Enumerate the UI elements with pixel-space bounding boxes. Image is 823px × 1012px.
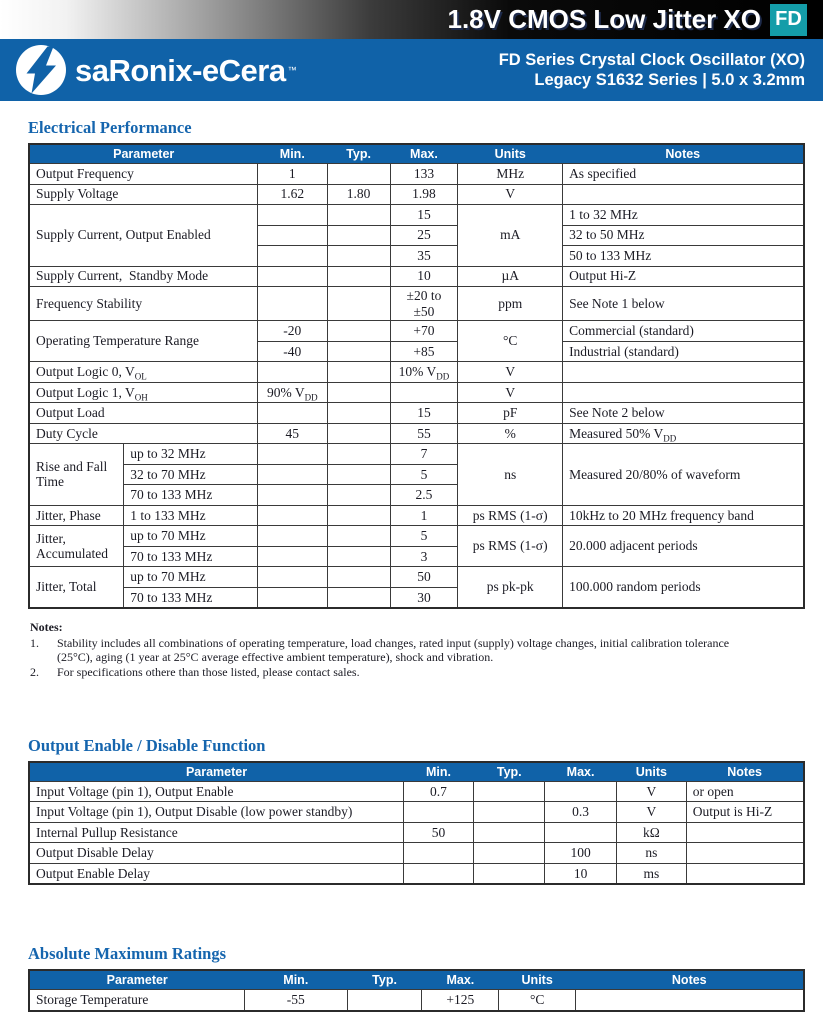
column-header: Units — [499, 970, 576, 990]
column-header: Typ. — [474, 762, 545, 782]
table-cell: 133 — [390, 164, 458, 185]
table-cell: Input Voltage (pin 1), Output Disable (low power standby) — [29, 802, 403, 823]
table-cell: Duty Cycle — [29, 423, 257, 444]
table-cell: -20 — [257, 321, 327, 342]
section-absolute-maximum-ratings — [28, 885, 805, 1012]
table-cell: 50 — [403, 822, 474, 843]
table-cell — [474, 822, 545, 843]
table-cell: Jitter, Accumulated — [29, 526, 124, 567]
table-cell: See Note 1 below — [563, 287, 804, 321]
table-cell — [327, 225, 390, 246]
table-cell — [474, 781, 545, 802]
table-cell — [257, 587, 327, 608]
table-cell — [257, 546, 327, 567]
section-title-absolute-max: Absolute Maximum Ratings — [28, 944, 227, 964]
table-cell — [257, 505, 327, 526]
table-cell — [257, 464, 327, 485]
note-item — [30, 636, 805, 665]
table-cell: ps pk-pk — [458, 567, 563, 609]
table-cell — [327, 321, 390, 342]
table-cell — [257, 485, 327, 506]
table-cell: 50 — [390, 567, 458, 588]
table-cell: 32 to 50 MHz — [563, 225, 804, 246]
column-header: Max. — [545, 762, 617, 782]
table-cell: 10kHz to 20 MHz frequency band — [563, 505, 804, 526]
table-cell — [257, 266, 327, 287]
table-cell — [257, 246, 327, 267]
table-cell — [257, 444, 327, 465]
table-cell: % — [458, 423, 563, 444]
table-cell — [563, 184, 804, 205]
table-cell: 5 — [390, 526, 458, 547]
table-cell: 1 to 133 MHz — [124, 505, 258, 526]
table-cell: Measured 20/80% of waveform — [563, 444, 804, 506]
absolute-maximum-ratings-table — [28, 969, 805, 1012]
table-cell: Supply Current, Output Enabled — [29, 205, 257, 267]
table-cell — [327, 423, 390, 444]
table-cell: Supply Current, Standby Mode — [29, 266, 257, 287]
table-cell — [257, 567, 327, 588]
table-cell — [327, 341, 390, 362]
table-cell: 90% $V_{DD}$ — [257, 382, 327, 403]
table-row — [29, 403, 804, 424]
header-row — [29, 970, 804, 990]
table-row — [29, 184, 804, 205]
table-cell: 1.98 — [390, 184, 458, 205]
table-cell: ps RMS (1-σ) — [458, 526, 563, 567]
table-cell — [403, 843, 474, 864]
table-cell: 10% $V_{DD}$ — [390, 362, 458, 383]
header-row — [29, 144, 804, 164]
lightning-bolt-icon — [16, 45, 66, 95]
table-cell: 10 — [390, 266, 458, 287]
table-cell — [327, 567, 390, 588]
table-cell: ps RMS (1-σ) — [458, 505, 563, 526]
table-cell: Industrial (standard) — [563, 341, 804, 362]
table-cell: Commercial (standard) — [563, 321, 804, 342]
table-cell: 70 to 133 MHz — [124, 485, 258, 506]
column-header: Min. — [244, 970, 347, 990]
table-cell: Output is Hi-Z — [686, 802, 804, 823]
table-cell: +70 — [390, 321, 458, 342]
table-row — [29, 505, 804, 526]
section-electrical-performance — [28, 101, 805, 609]
table-row — [29, 822, 804, 843]
table-row — [29, 863, 804, 884]
table-cell: 20.000 adjacent periods — [563, 526, 804, 567]
brand-bar — [0, 39, 823, 101]
column-header: Parameter — [29, 762, 403, 782]
table-cell: 1.62 — [257, 184, 327, 205]
table-cell: See Note 2 below — [563, 403, 804, 424]
table-row — [29, 843, 804, 864]
table-cell — [257, 526, 327, 547]
table-cell: 100 — [545, 843, 617, 864]
table-cell: 5 — [390, 464, 458, 485]
table-cell — [327, 362, 390, 383]
notes-block — [28, 620, 805, 680]
column-header: Max. — [422, 970, 499, 990]
table-cell — [327, 382, 390, 403]
column-header: Parameter — [29, 144, 257, 164]
table-cell: V — [458, 184, 563, 205]
table-cell: mA — [458, 205, 563, 267]
column-header: Max. — [390, 144, 458, 164]
table-cell — [327, 526, 390, 547]
table-cell: Rise and Fall Time — [29, 444, 124, 506]
table-cell — [327, 164, 390, 185]
table-cell: 50 to 133 MHz — [563, 246, 804, 267]
table-cell: ±20 to ±50 — [390, 287, 458, 321]
product-title — [499, 50, 805, 90]
table-cell: 70 to 133 MHz — [124, 587, 258, 608]
table-cell: Storage Temperature — [29, 990, 244, 1011]
table-row — [29, 444, 804, 465]
table-cell: Output Hi-Z — [563, 266, 804, 287]
table-row — [29, 321, 804, 342]
table-row — [29, 266, 804, 287]
table-cell — [327, 287, 390, 321]
table-cell — [563, 362, 804, 383]
electrical-performance-table — [28, 143, 805, 609]
table-cell — [327, 246, 390, 267]
table-cell — [686, 863, 804, 884]
table-row — [29, 423, 804, 444]
table-cell: 7 — [390, 444, 458, 465]
banner-title: 1.8V CMOS Low Jitter XO — [447, 3, 761, 34]
table-cell: 3 — [390, 546, 458, 567]
table-cell — [257, 225, 327, 246]
column-header: Typ. — [327, 144, 390, 164]
note-number: 2. — [30, 664, 39, 679]
header-row — [29, 762, 804, 782]
table-cell: 45 — [257, 423, 327, 444]
table-row — [29, 205, 804, 226]
column-header: Notes — [686, 762, 804, 782]
table-cell: +125 — [422, 990, 499, 1011]
table-cell: 0.7 — [403, 781, 474, 802]
table-cell — [403, 802, 474, 823]
column-header: Min. — [403, 762, 474, 782]
table-cell — [545, 822, 617, 843]
table-row — [29, 164, 804, 185]
table-cell — [327, 546, 390, 567]
column-header: Notes — [563, 144, 804, 164]
note-number: 1. — [30, 635, 39, 650]
table-cell: up to 70 MHz — [124, 526, 258, 547]
table-cell — [327, 587, 390, 608]
table-cell — [390, 382, 458, 403]
table-cell: Frequency Stability — [29, 287, 257, 321]
table-cell — [403, 863, 474, 884]
table-cell: Output Disable Delay — [29, 843, 403, 864]
table-cell: 10 — [545, 863, 617, 884]
table-cell — [327, 505, 390, 526]
table-cell: 0.3 — [545, 802, 617, 823]
table-cell — [327, 485, 390, 506]
table-row — [29, 382, 804, 403]
table-cell: V — [458, 362, 563, 383]
column-header: Parameter — [29, 970, 244, 990]
table-cell — [474, 802, 545, 823]
table-cell — [474, 863, 545, 884]
table-cell: 15 — [390, 205, 458, 226]
table-cell: 32 to 70 MHz — [124, 464, 258, 485]
trademark-symbol: ™ — [287, 65, 297, 75]
section-title-output-enable: Output Enable / Disable Function — [28, 735, 266, 755]
table-cell — [686, 822, 804, 843]
table-cell: As specified — [563, 164, 804, 185]
table-cell: Output Frequency — [29, 164, 257, 185]
notes-label: Notes: — [30, 620, 63, 635]
top-banner — [0, 0, 823, 39]
table-cell — [327, 403, 390, 424]
table-row — [29, 990, 804, 1011]
table-cell: µA — [458, 266, 563, 287]
table-cell: V — [616, 781, 686, 802]
table-cell: 30 — [390, 587, 458, 608]
table-cell: 35 — [390, 246, 458, 267]
table-cell — [257, 403, 327, 424]
company-logo — [16, 45, 297, 95]
logo-text: saRonix-eCera — [75, 52, 286, 88]
table-cell: 15 — [390, 403, 458, 424]
table-cell: Input Voltage (pin 1), Output Enable — [29, 781, 403, 802]
table-row — [29, 802, 804, 823]
table-cell: -40 — [257, 341, 327, 362]
table-cell: MHz — [458, 164, 563, 185]
table-cell — [545, 781, 617, 802]
table-cell: 70 to 133 MHz — [124, 546, 258, 567]
table-cell: +85 — [390, 341, 458, 362]
table-cell: 100.000 random periods — [563, 567, 804, 609]
table-cell: Jitter, Total — [29, 567, 124, 609]
table-cell: Measured 50% $V_{DD}$ — [563, 423, 804, 444]
table-cell: Jitter, Phase — [29, 505, 124, 526]
table-cell — [686, 843, 804, 864]
table-cell: 1 to 32 MHz — [563, 205, 804, 226]
table-cell: 1 — [390, 505, 458, 526]
table-cell: °C — [499, 990, 576, 1011]
note-item — [30, 665, 805, 680]
table-cell — [474, 843, 545, 864]
table-cell: 25 — [390, 225, 458, 246]
table-cell: ms — [616, 863, 686, 884]
table-cell: 1.80 — [327, 184, 390, 205]
table-cell: Output Enable Delay — [29, 863, 403, 884]
table-row — [29, 526, 804, 547]
note-text: Stability includes all combinations of operating temperature, load changes, rated input (supply) voltage changes, initial calibration tolerance (25°C), aging (1 year at 25°C average effective ambient temperature), shock and vibration. — [57, 635, 730, 665]
table-cell: 2.5 — [390, 485, 458, 506]
table-cell — [576, 990, 804, 1011]
table-cell — [257, 362, 327, 383]
table-cell — [327, 266, 390, 287]
table-cell: Output Logic 0, $V_{OL}$ — [29, 362, 257, 383]
table-cell: ns — [616, 843, 686, 864]
table-cell: V — [458, 382, 563, 403]
table-cell — [563, 382, 804, 403]
product-title-line1: FD Series Crystal Clock Oscillator (XO) — [498, 50, 805, 69]
column-header: Min. — [257, 144, 327, 164]
table-row — [29, 781, 804, 802]
table-cell — [257, 287, 327, 321]
product-title-line2: Legacy S1632 Series | 5.0 x 3.2mm — [534, 71, 805, 89]
table-cell: pF — [458, 403, 563, 424]
table-cell: kΩ — [616, 822, 686, 843]
table-cell: Output Logic 1, $V_{OH}$ — [29, 382, 257, 403]
table-cell: or open — [686, 781, 804, 802]
table-cell: °C — [458, 321, 563, 362]
table-cell — [327, 464, 390, 485]
table-cell: ppm — [458, 287, 563, 321]
table-cell: 55 — [390, 423, 458, 444]
note-text: For specifications othere than those listed, please contact sales. — [57, 664, 360, 679]
table-cell: Supply Voltage — [29, 184, 257, 205]
table-cell — [327, 205, 390, 226]
table-cell — [327, 444, 390, 465]
table-cell: ns — [458, 444, 563, 506]
column-header: Typ. — [347, 970, 422, 990]
fd-badge: FD — [770, 4, 807, 36]
table-cell: -55 — [244, 990, 347, 1011]
page-content — [0, 101, 823, 1012]
table-cell: 1 — [257, 164, 327, 185]
column-header: Notes — [576, 970, 804, 990]
table-cell — [257, 205, 327, 226]
table-cell: up to 32 MHz — [124, 444, 258, 465]
table-row — [29, 567, 804, 588]
column-header: Units — [458, 144, 563, 164]
section-title-electrical: Electrical Performance — [28, 118, 192, 137]
section-output-enable-disable — [28, 680, 805, 886]
table-cell: V — [616, 802, 686, 823]
table-cell — [347, 990, 422, 1011]
table-cell: Output Load — [29, 403, 257, 424]
table-cell: up to 70 MHz — [124, 567, 258, 588]
column-header: Units — [616, 762, 686, 782]
table-row — [29, 362, 804, 383]
table-cell: Operating Temperature Range — [29, 321, 257, 362]
output-enable-disable-table — [28, 761, 805, 886]
table-cell: Internal Pullup Resistance — [29, 822, 403, 843]
table-row — [29, 287, 804, 321]
